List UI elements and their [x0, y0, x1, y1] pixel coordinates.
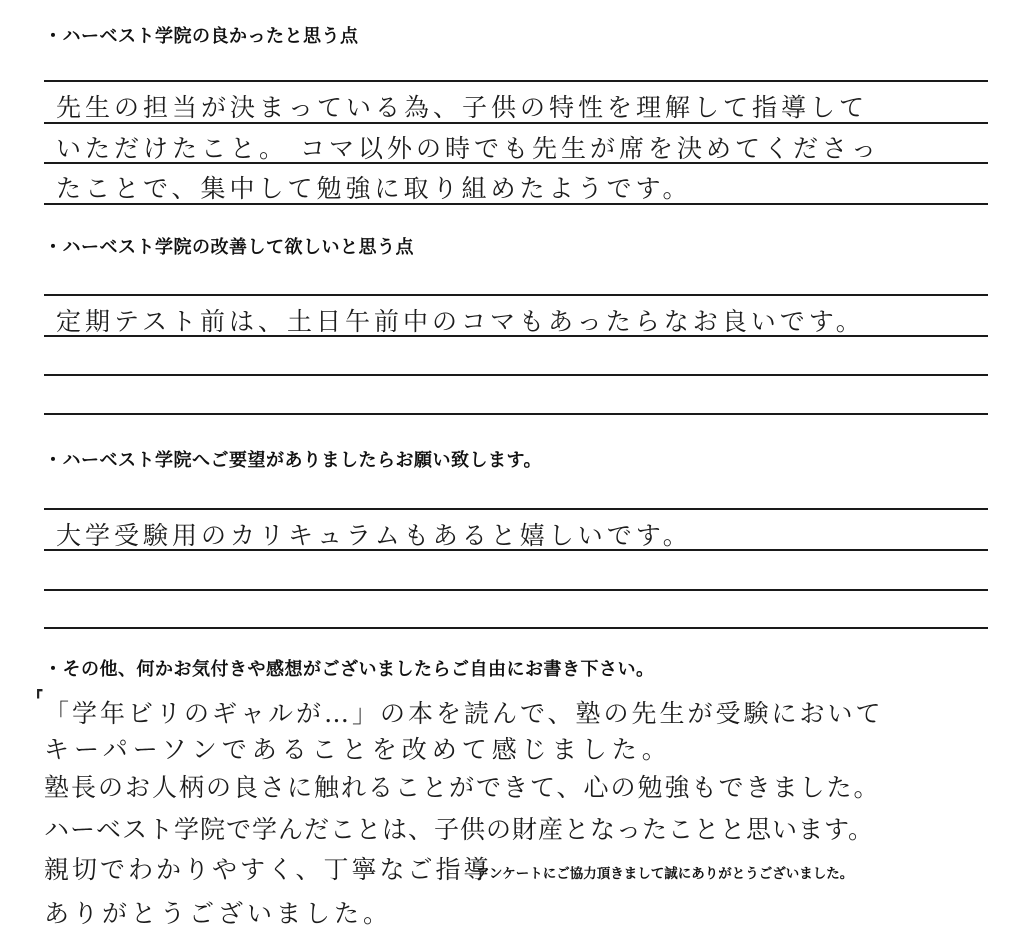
- section-heading-improvements: ・ハーベスト学院の改善して欲しいと思う点: [44, 237, 414, 258]
- answer-rule: [44, 294, 988, 296]
- handwritten-answer-line: ありがとうございました。: [44, 899, 393, 928]
- handwritten-answer-line: 先生の担当が決まっている為、子供の特性を理解して指導して: [56, 93, 869, 122]
- handwritten-answer-line: 親切でわかりやすく、丁寧なご指導: [44, 855, 492, 884]
- answer-rule: [44, 374, 988, 376]
- bracket-mark: ┏: [34, 683, 43, 699]
- answer-rule: [44, 589, 988, 591]
- handwritten-answer-line: いただけたこと。 コマ以外の時でも先生が席を決めてくださっ: [56, 134, 880, 163]
- answer-rule: [44, 627, 988, 629]
- handwritten-answer-line: 塾長のお人柄の良さに触れることができて、心の勉強もできました。: [44, 773, 881, 802]
- handwritten-answer-line: 定期テスト前は、土日午前中のコマもあったらなお良いです。: [56, 307, 865, 336]
- thanks-message: アンケートにご協力頂きまして誠にありがとうございました。: [476, 866, 854, 882]
- handwritten-answer-line: 「学年ビリのギャルが…」の本を読んで、塾の先生が受験において: [44, 699, 884, 728]
- handwritten-answer-line: キーパーソンであることを改めて感じました。: [44, 735, 672, 764]
- section-heading-other-comments: ・その他、何かお気付きや感想がございましたらご自由にお書き下さい。: [44, 659, 655, 680]
- section-heading-good-points: ・ハーベスト学院の良かったと思う点: [44, 26, 359, 47]
- answer-rule: [44, 508, 988, 510]
- handwritten-answer-line: 大学受験用のカリキュラムもあると嬉しいです。: [56, 521, 692, 550]
- handwritten-answer-line: たことで、集中して勉強に取り組めたようです。: [56, 174, 692, 203]
- answer-rule: [44, 413, 988, 415]
- answer-rule: [44, 80, 988, 82]
- handwritten-answer-line: ハーベスト学院で学んだことは、子供の財産となったことと思います。: [44, 815, 875, 844]
- section-heading-requests: ・ハーベスト学院へご要望がありましたらお願い致します。: [44, 450, 543, 471]
